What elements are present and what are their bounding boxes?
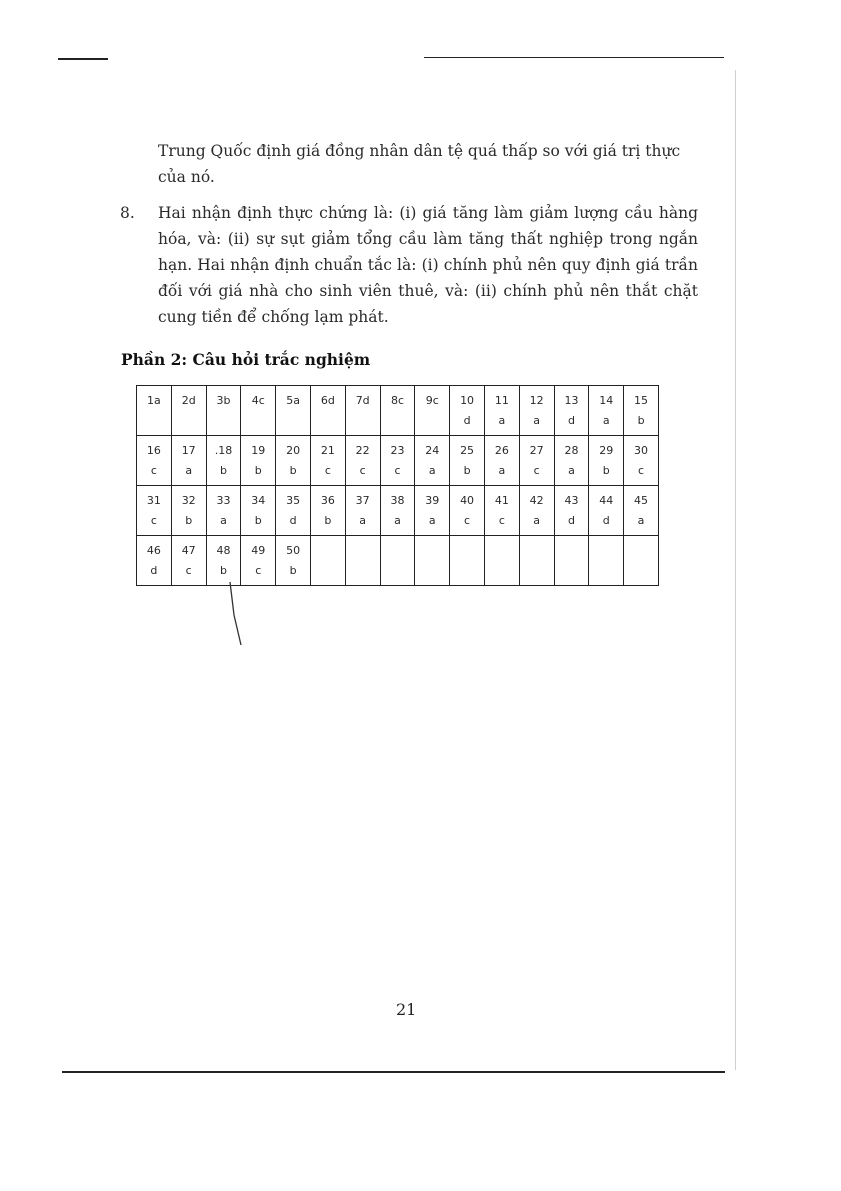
answer-letter: a — [394, 514, 401, 527]
question-label: 11 — [494, 394, 509, 407]
answer-cell — [554, 486, 589, 536]
question-label: 49 — [251, 544, 266, 557]
question-label: 46 — [146, 544, 161, 557]
answer-letter: a — [428, 514, 436, 527]
question-label: 30 — [634, 444, 649, 457]
answer-cell — [345, 486, 380, 536]
question-label: 34 — [251, 494, 266, 507]
question-label: 8c — [390, 394, 404, 407]
answer-letter: c — [638, 464, 645, 477]
answer-cell — [519, 436, 554, 486]
answer-cell — [450, 386, 485, 436]
answer-cell — [345, 536, 380, 586]
question-label: 1a — [147, 394, 161, 407]
answer-letter: d — [289, 514, 297, 527]
question-label: 29 — [599, 444, 614, 457]
answer-cell — [589, 536, 624, 586]
answer-letter: b — [254, 514, 262, 527]
answer-cell — [137, 536, 172, 586]
answer-letter: b — [289, 464, 297, 477]
answer-cell — [345, 436, 380, 486]
answer-letter: a — [602, 414, 610, 427]
question-label: 2d — [181, 394, 196, 407]
question-label: 42 — [529, 494, 544, 507]
question-label: 48 — [216, 544, 231, 557]
item-8-number: 8. — [120, 204, 135, 222]
page-number: 21 — [396, 1000, 417, 1019]
question-label: 21 — [320, 444, 335, 457]
question-label: .18 — [214, 444, 233, 457]
answer-letter: b — [289, 564, 297, 577]
answer-cell — [171, 386, 206, 436]
answer-cell — [206, 386, 241, 436]
answer-letter: a — [637, 514, 645, 527]
question-label: 9c — [425, 394, 439, 407]
question-label: 22 — [355, 444, 370, 457]
answer-letter: c — [324, 464, 331, 477]
answer-letter: b — [324, 514, 332, 527]
answer-cell — [484, 436, 519, 486]
answer-cell — [554, 536, 589, 586]
answer-letter: c — [533, 464, 540, 477]
answer-cell — [624, 486, 659, 536]
answer-cell — [276, 436, 311, 486]
question-label: 50 — [286, 544, 301, 557]
question-label: 24 — [425, 444, 440, 457]
answer-cell — [206, 486, 241, 536]
answer-letter: c — [359, 464, 366, 477]
answer-cell — [137, 486, 172, 536]
question-label: 16 — [146, 444, 161, 457]
answer-cell — [137, 436, 172, 486]
question-label: 27 — [529, 444, 544, 457]
answer-cell — [310, 386, 345, 436]
question-label: 31 — [146, 494, 161, 507]
footer-rule — [62, 1071, 725, 1073]
question-label: 38 — [390, 494, 405, 507]
answer-letter: b — [220, 464, 227, 477]
answer-letter: a — [568, 464, 575, 477]
question-label: 23 — [390, 444, 405, 457]
answer-cell — [310, 536, 345, 586]
table-row — [137, 536, 659, 586]
answer-cell — [415, 436, 450, 486]
question-label: 47 — [181, 544, 196, 557]
answer-letter: a — [185, 464, 193, 477]
answer-letter: c — [394, 464, 401, 477]
answer-letter: c — [185, 564, 192, 577]
answer-letter: b — [220, 564, 227, 577]
answer-cell — [380, 486, 415, 536]
answer-letter: a — [359, 514, 367, 527]
question-label: 43 — [564, 494, 579, 507]
answer-cell — [415, 486, 450, 536]
question-label: 10 — [460, 394, 475, 407]
question-label: 26 — [494, 444, 509, 457]
answer-letter: d — [567, 514, 575, 527]
question-label: 5a — [286, 394, 300, 407]
question-label: 6d — [320, 394, 335, 407]
question-label: 15 — [634, 394, 649, 407]
answer-letter: c — [464, 514, 471, 527]
question-label: 20 — [286, 444, 301, 457]
question-label: 32 — [181, 494, 196, 507]
answer-letter: a — [428, 464, 436, 477]
answer-letter: d — [602, 514, 610, 527]
answer-cell — [589, 436, 624, 486]
answer-table — [136, 385, 659, 586]
answer-cell — [137, 386, 172, 436]
answer-cell — [450, 486, 485, 536]
answer-cell — [310, 486, 345, 536]
answer-letter: c — [255, 564, 262, 577]
answer-letter: c — [150, 514, 157, 527]
answer-cell — [554, 386, 589, 436]
question-label: 44 — [599, 494, 614, 507]
item-8-text: Hai nhận định thực chứng là: (i) giá tăng làm giảm lượng cầu hàng hóa, và: (ii) sự sụt giảm tổng cầu làm tăng thất nghiệp trong ngắn hạn. Hai nhận định chuẩn tắc là: (i) chính phủ nên quy định giá trần đối với giá nhà cho sinh viên thuê, và: (ii) chính phủ nên thắt chặt cung tiền để chống lạm phát. — [158, 204, 698, 326]
answer-letter: b — [463, 464, 471, 477]
question-label: 41 — [494, 494, 509, 507]
answer-letter: d — [567, 414, 575, 427]
answer-cell — [484, 386, 519, 436]
answer-cell — [171, 536, 206, 586]
question-label: 13 — [564, 394, 579, 407]
answer-letter: a — [220, 514, 227, 527]
question-label: 4c — [251, 394, 265, 407]
answer-cell — [241, 486, 276, 536]
answer-cell — [171, 436, 206, 486]
question-label: 45 — [634, 494, 649, 507]
answer-cell — [624, 536, 659, 586]
answer-letter: b — [602, 464, 610, 477]
answer-cell — [519, 386, 554, 436]
answer-cell — [450, 536, 485, 586]
answer-cell — [554, 436, 589, 486]
answer-cell — [206, 536, 241, 586]
answer-cell — [171, 486, 206, 536]
answer-cell — [589, 486, 624, 536]
question-label: 37 — [355, 494, 370, 507]
table-row — [137, 486, 659, 536]
answer-cell — [206, 436, 241, 486]
right-margin-line — [735, 70, 736, 1070]
answer-cell — [276, 486, 311, 536]
header-mark-left — [58, 58, 108, 60]
answer-letter: a — [498, 414, 506, 427]
answer-cell — [624, 436, 659, 486]
answer-letter: b — [254, 464, 262, 477]
answer-cell — [450, 436, 485, 486]
pen-stroke — [225, 580, 255, 650]
answer-letter: c — [498, 514, 505, 527]
answer-cell — [380, 436, 415, 486]
answer-cell — [241, 386, 276, 436]
question-label: 17 — [181, 444, 196, 457]
answer-letter: d — [150, 564, 158, 577]
header-rule — [424, 57, 724, 58]
question-label: 3b — [216, 394, 231, 407]
answer-letter: a — [533, 514, 541, 527]
answer-cell — [241, 536, 276, 586]
answer-cell — [276, 536, 311, 586]
paragraph-continuation: Trung Quốc định giá đồng nhân dân tệ quá thấp so với giá trị thực của nó. — [158, 142, 681, 186]
question-label: 36 — [320, 494, 335, 507]
answer-letter: b — [185, 514, 193, 527]
answer-cell — [519, 486, 554, 536]
question-label: 28 — [564, 444, 579, 457]
answer-letter: b — [637, 414, 645, 427]
question-label: 40 — [460, 494, 475, 507]
question-label: 39 — [425, 494, 440, 507]
table-row — [137, 386, 659, 436]
question-label: 7d — [355, 394, 370, 407]
answer-cell — [519, 536, 554, 586]
question-label: 25 — [460, 444, 475, 457]
answer-cell — [276, 386, 311, 436]
table-row — [137, 436, 659, 486]
section-title: Phần 2: Câu hỏi trắc nghiệm — [121, 350, 371, 369]
answer-cell — [415, 386, 450, 436]
answer-cell — [484, 536, 519, 586]
answer-cell — [624, 386, 659, 436]
answer-cell — [310, 436, 345, 486]
answer-letter: a — [533, 414, 541, 427]
answer-letter: c — [150, 464, 157, 477]
answer-cell — [380, 386, 415, 436]
question-label: 12 — [529, 394, 544, 407]
answer-cell — [241, 436, 276, 486]
answer-cell — [380, 536, 415, 586]
answer-letter: a — [498, 464, 506, 477]
question-label: 14 — [599, 394, 614, 407]
question-label: 35 — [286, 494, 301, 507]
answer-letter: d — [463, 414, 471, 427]
question-label: 33 — [216, 494, 231, 507]
answer-cell — [415, 536, 450, 586]
answer-cell — [345, 386, 380, 436]
answer-cell — [484, 486, 519, 536]
question-label: 19 — [251, 444, 266, 457]
answer-cell — [589, 386, 624, 436]
